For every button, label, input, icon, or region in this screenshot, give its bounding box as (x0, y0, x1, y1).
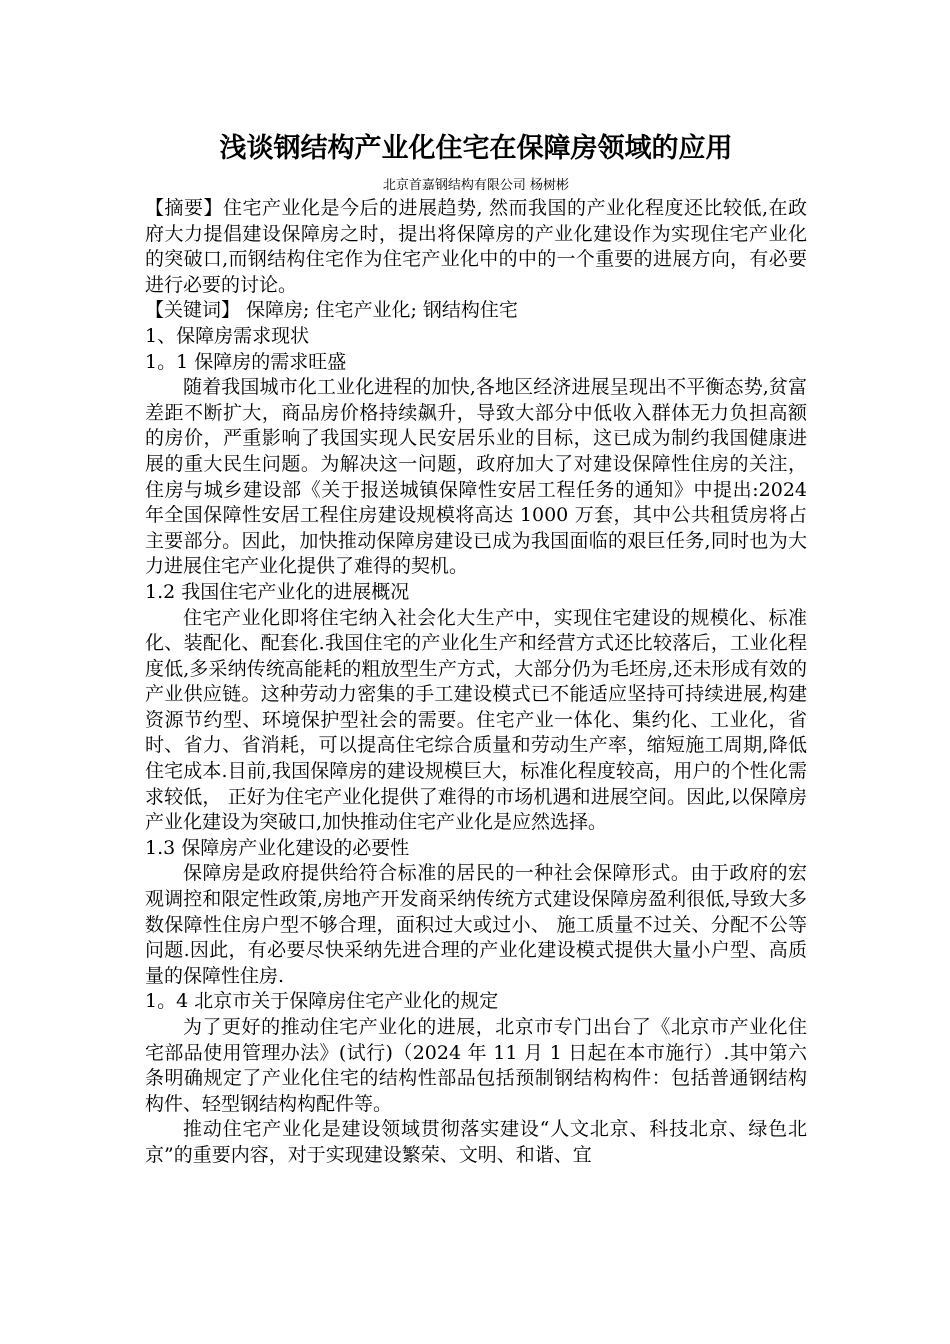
section-heading: 1。4 北京市关于保障房住宅产业化的规定 (145, 990, 499, 1013)
section-heading: 1。1 保障房的需求旺盛 (145, 350, 347, 373)
abstract: 【摘要】住宅产业化是今后的进展趋势, 然而我国的产业化程度还比较低,在政府大力提倡建设保障房之时，提出将保障房的产业化建设作为实现住宅产业化的突破口,而钢结构住宅作为住宅产业化中的中的一个重要的进展方向，有必要进行必要的讨论。 (145, 197, 807, 296)
section-heading: 1.3 保障房产业化建设的必要性 (145, 836, 410, 859)
section-heading: 1.2 我国住宅产业化的进展概况 (145, 580, 410, 603)
body-paragraph: 随着我国城市化工业化进程的加快,各地区经济进展呈现出不平衡态势,贫富差距不断扩大，商品房价格持续飙升，导致大部分中低收入群体无力负担高额的房价，严重影响了我国实现人民安居乐业的目标，这已成为制约我国健康进展的重大民生问题。为解决这一问题，政府加大了对建设保障性住房的关注，住房与城乡建设部《关于报送城镇保障性安居工程任务的通知》中提出:2024 年全国保障性安居工程住房建设规模将高达 1000 万套，其中公共租赁房将占主要部分。因此，加快推动保障房建设已成为我国面临的艰巨任务,同时也为大力进展住宅产业化提供了难得的契机。 (145, 376, 807, 578)
body-paragraph: 保障房是政府提供给符合标准的居民的一种社会保障形式。由于政府的宏观调控和限定性政策,房地产开发商采纳传统方式建设保障房盈利很低,导致大多数保障性住房户型不够合理，面积过大或过小、 施工质量不过关、分配不公等问题.因此，有必要尽快采纳先进合理的产业化建设模式提供大量小户型、高质量的保障性住房. (145, 862, 807, 987)
document-title: 浅谈钢结构产业化住宅在保障房领域的应用 (219, 133, 733, 164)
document-page (145, 124, 807, 1169)
document-author: 北京首嘉钢结构有限公司 杨树彬 (382, 178, 570, 193)
body-paragraph: 推动住宅产业化是建设领域贯彻落实建设“人文北京、科技北京、绿色北京”的重要内容，对于实现建设繁荣、文明、和谐、宜 (145, 1118, 807, 1166)
body-paragraph: 为了更好的推动住宅产业化的进展，北京市专门出台了《北京市产业化住宅部品使用管理办法》(试行)（2024 年 11 月 1 日起在本市施行）.其中第六条明确规定了产业化住宅的结构性部品包括预制钢结构构件：包括普通钢结构构件、轻型钢结构构配件等。 (145, 1016, 807, 1115)
keywords: 【关键词】 保障房; 住宅产业化; 钢结构住宅 (145, 299, 518, 322)
body-paragraph: 住宅产业化即将住宅纳入社会化大生产中，实现住宅建设的规模化、标准化、装配化、配套化.我国住宅的产业化生产和经营方式还比较落后，工业化程度低,多采纳传统高能耗的粗放型生产方式，大部分仍为毛坯房,还未形成有效的产业供应链。这种劳动力密集的手工建设模式已不能适应坚持可持续进展,构建资源节约型、环境保护型社会的需要。住宅产业一体化、集约化、工业化，省时、省力、省消耗，可以提高住宅综合质量和劳动生产率，缩短施工周期,降低住宅成本.目前,我国保障房的建设规模巨大，标准化程度较高，用户的个性化需求较低， 正好为住宅产业化提供了难得的市场机遇和进展空间。因此,以保障房产业化建设为突破口,加快推动住宅产业化是应然选择。 (145, 606, 807, 834)
section-heading: 1、保障房需求现状 (145, 324, 310, 347)
